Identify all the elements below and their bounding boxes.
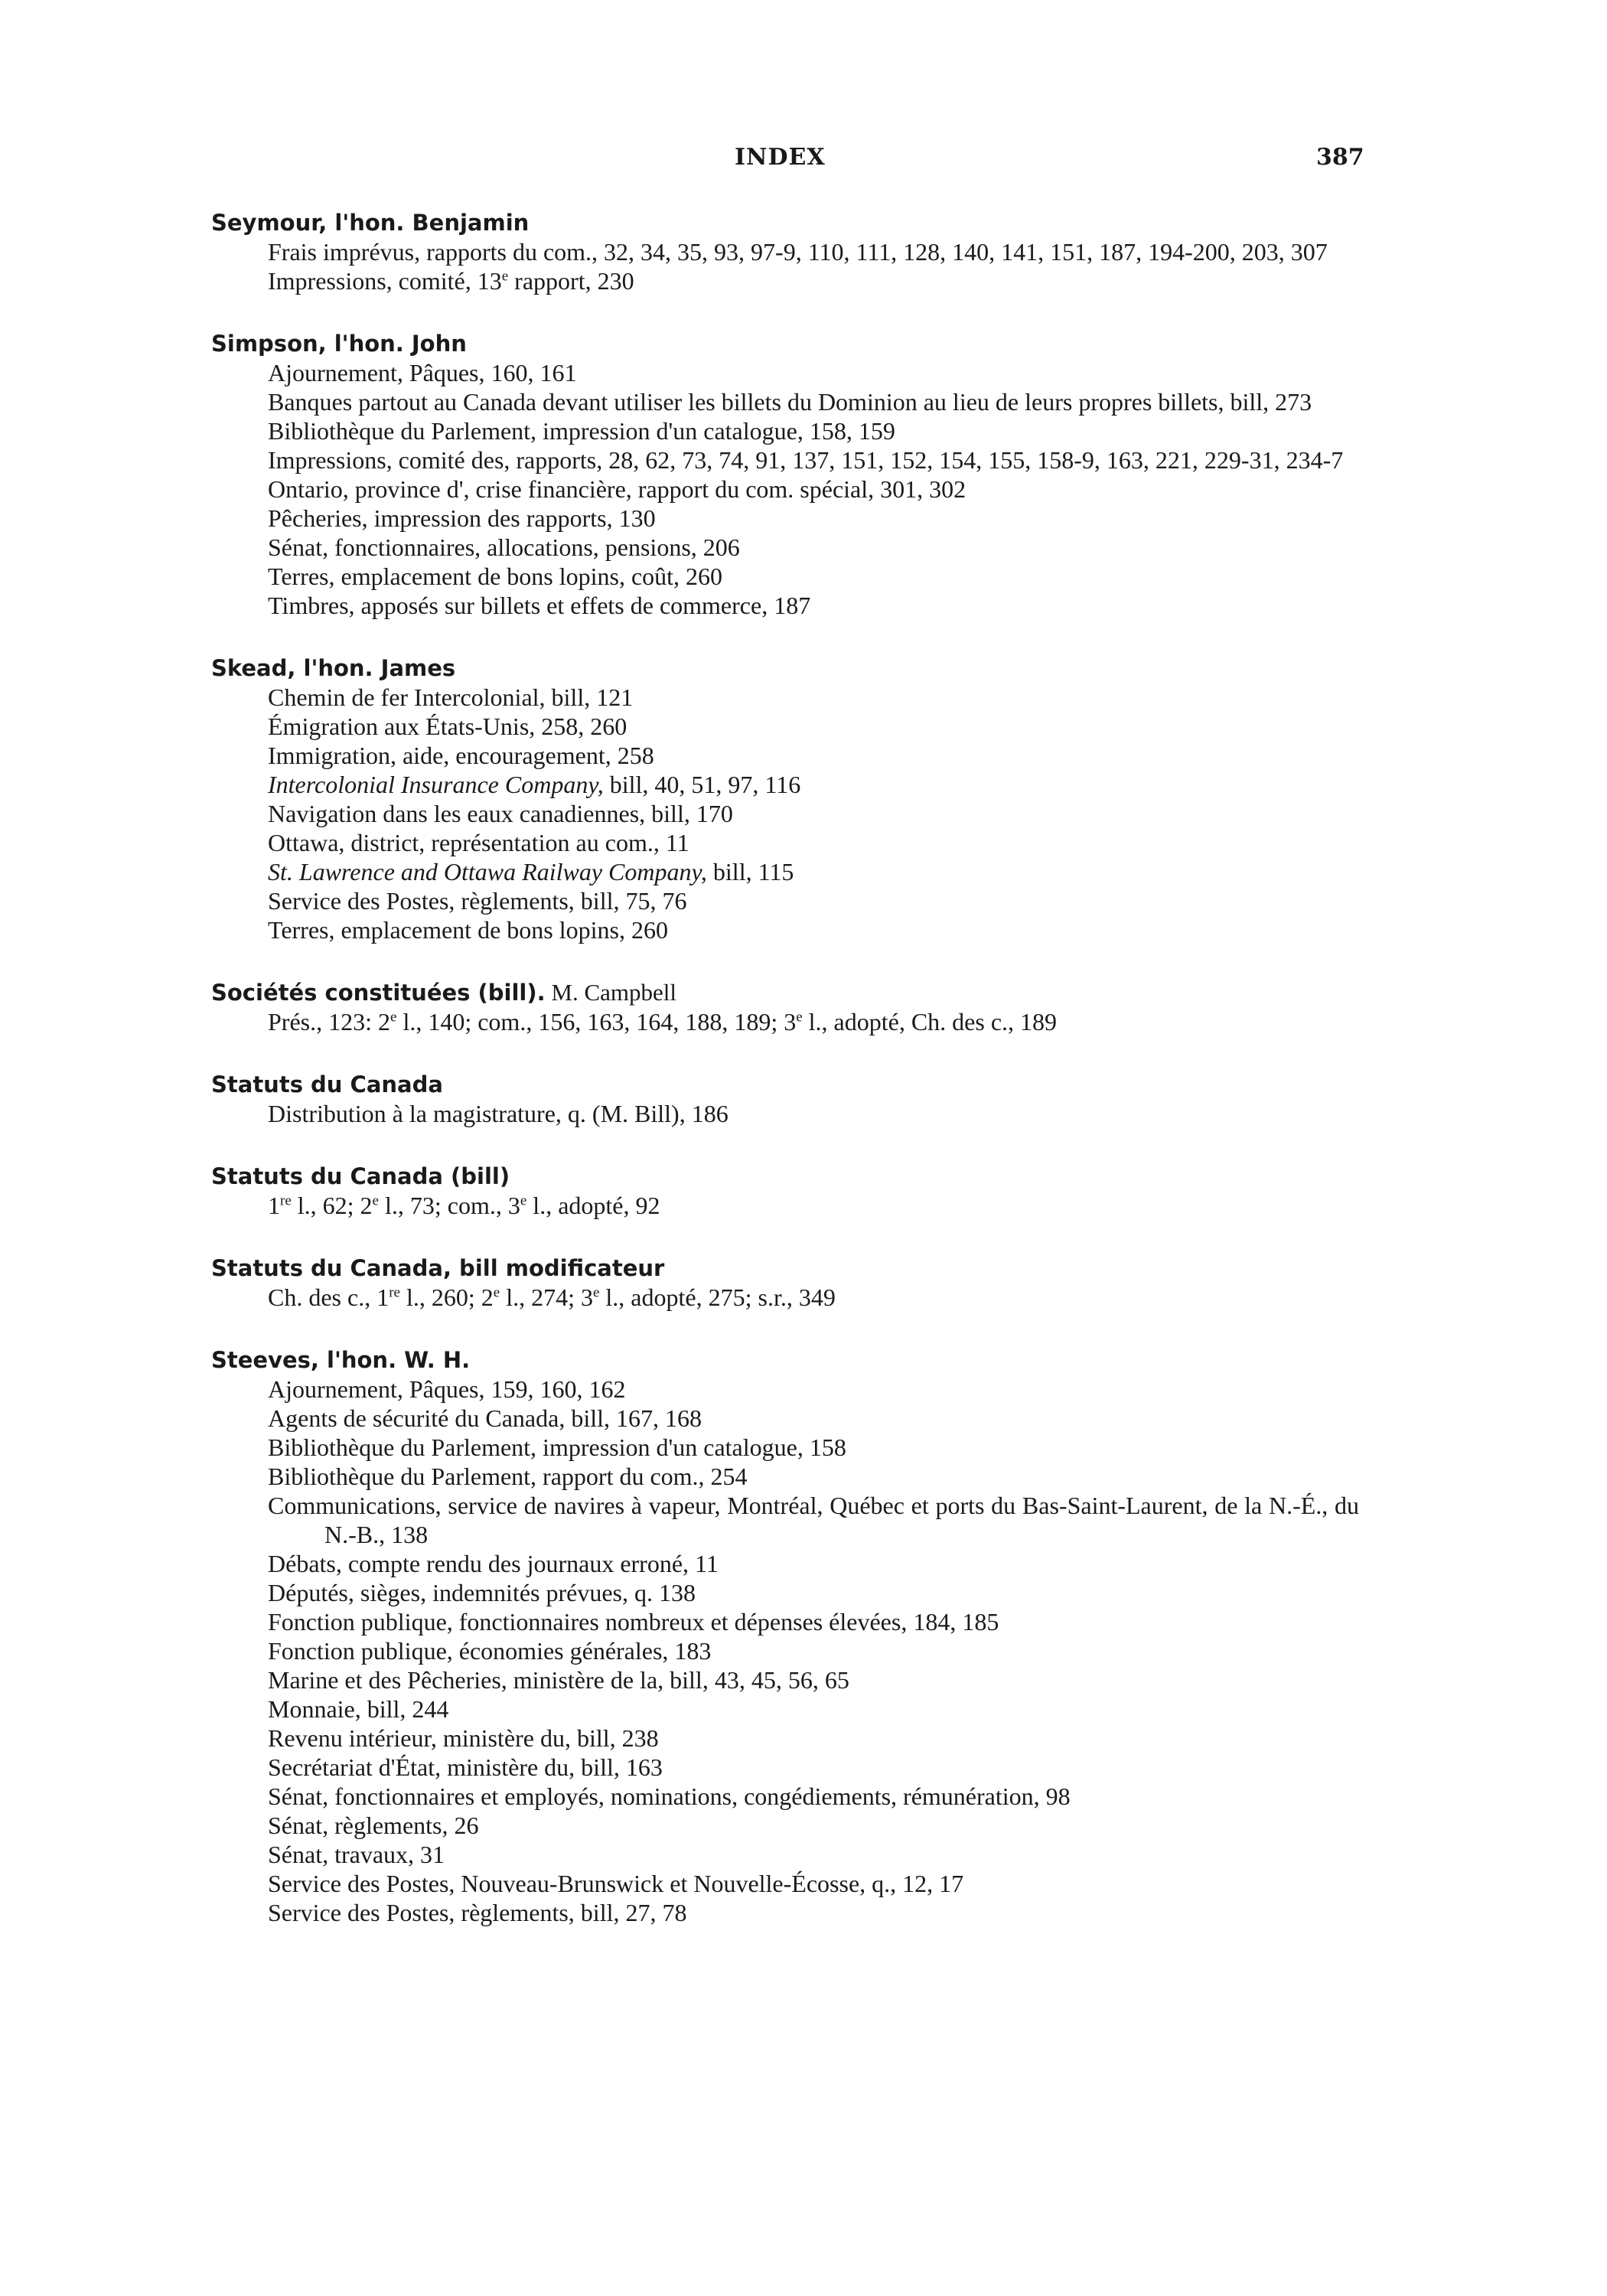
index-entry (211, 1162, 1359, 1220)
sub-entry: Impressions, comité des, rapports, 28, 62, 73, 74, 91, 137, 151, 152, 154, 155, 158-9, 163, 221, 229-31, 234-7 (268, 446, 1344, 474)
sub-entry: Ajournement, Pâques, 160, 161 (268, 359, 577, 386)
sub-entry: Secrétariat d'État, ministère du, bill, 163 (268, 1753, 663, 1781)
sub-entry: Sénat, fonctionnaires et employés, nominations, congédiements, rémunération, 98 (268, 1782, 1071, 1810)
index-entry (211, 1254, 1359, 1312)
index-entry (211, 654, 1359, 944)
index-entry (211, 208, 1359, 295)
index-entry (211, 1345, 1359, 1927)
running-head (0, 144, 1607, 174)
sub-entry: Ontario, province d', crise financière, rapport du com. spécial, 301, 302 (268, 475, 966, 503)
sub-entry: 1re l., 62; 2e l., 73; com., 3e l., adopté, 92 (268, 1192, 660, 1219)
entry-heading: Seymour, l'hon. Benjamin (211, 210, 530, 236)
sub-entry: St. Lawrence and Ottawa Railway Company, bill, 115 (268, 858, 794, 885)
entry-heading: Steeves, l'hon. W. H. (211, 1347, 471, 1373)
entry-heading-sponsor: M. Campbell (545, 979, 676, 1006)
sub-entry: Impressions, comité, 13e rapport, 230 (268, 267, 634, 295)
sub-entry: Timbres, apposés sur billets et effets de commerce, 187 (268, 592, 811, 619)
sub-entry: Ch. des c., 1re l., 260; 2e l., 274; 3e l., adopté, 275; s.r., 349 (268, 1283, 836, 1311)
sub-entry: Service des Postes, Nouveau-Brunswick et Nouvelle-Écosse, q., 12, 17 (268, 1870, 964, 1897)
sub-entry: Ajournement, Pâques, 159, 160, 162 (268, 1375, 626, 1403)
sub-entry: Monnaie, bill, 244 (268, 1695, 449, 1723)
sub-entry: Bibliothèque du Parlement, impression d'un catalogue, 158 (268, 1433, 846, 1461)
entry-heading: Statuts du Canada (211, 1071, 443, 1097)
sub-entry: Marine et des Pêcheries, ministère de la, bill, 43, 45, 56, 65 (268, 1666, 849, 1694)
sub-entry: Service des Postes, règlements, bill, 75, 76 (268, 887, 687, 915)
sub-entry: Sénat, fonctionnaires, allocations, pensions, 206 (268, 533, 740, 561)
sub-entry: Prés., 123: 2e l., 140; com., 156, 163, 164, 188, 189; 3e l., adopté, Ch. des c., 189 (268, 1008, 1058, 1035)
sub-entry: Fonction publique, économies générales, 183 (268, 1637, 712, 1665)
sub-entry: Sénat, règlements, 26 (268, 1812, 479, 1839)
sub-entry: Intercolonial Insurance Company, bill, 40, 51, 97, 116 (268, 771, 801, 798)
entry-heading: Simpson, l'hon. John (211, 331, 467, 357)
index-entry (211, 329, 1359, 620)
running-title: INDEX (735, 144, 826, 171)
sub-entry: Terres, emplacement de bons lopins, coût, 260 (268, 563, 723, 590)
entry-heading: Statuts du Canada, bill modificateur (211, 1255, 665, 1281)
sub-entry: Service des Postes, règlements, bill, 27, 78 (268, 1899, 687, 1926)
sub-entry: Fonction publique, fonctionnaires nombreux et dépenses élevées, 184, 185 (268, 1608, 999, 1636)
entry-heading: Statuts du Canada (bill) (211, 1163, 510, 1189)
entry-heading: Sociétés constituées (bill). M. Campbell (211, 979, 676, 1006)
sub-entry: Agents de sécurité du Canada, bill, 167, 168 (268, 1404, 702, 1432)
sub-entry: Bibliothèque du Parlement, impression d'un catalogue, 158, 159 (268, 417, 895, 445)
index-entry (211, 1070, 1359, 1128)
sub-entry: Frais imprévus, rapports du com., 32, 34, 35, 93, 97-9, 110, 111, 128, 140, 141, 151, 187, 194-200, 203, 307 (268, 238, 1328, 266)
sub-entry: Distribution à la magistrature, q. (M. Bill), 186 (268, 1100, 729, 1127)
sub-entry: Bibliothèque du Parlement, rapport du com., 254 (268, 1463, 748, 1490)
sub-entry: Sénat, travaux, 31 (268, 1841, 445, 1868)
sub-entry: Ottawa, district, représentation au com., 11 (268, 829, 689, 856)
sub-entry: Pêcheries, impression des rapports, 130 (268, 504, 656, 532)
sub-entry: Députés, sièges, indemnités prévues, q. 138 (268, 1579, 696, 1606)
sub-entry: Navigation dans les eaux canadiennes, bill, 170 (268, 800, 733, 827)
index-content (211, 208, 1359, 1961)
page-number: 387 (1316, 144, 1364, 171)
sub-entry: Chemin de fer Intercolonial, bill, 121 (268, 683, 634, 711)
sub-entry: Immigration, aide, encouragement, 258 (268, 742, 654, 769)
sub-entry: Revenu intérieur, ministère du, bill, 238 (268, 1724, 659, 1752)
index-entry (211, 978, 1359, 1036)
sub-entry: Communications, service de navires à vapeur, Montréal, Québec et ports du Bas-Saint-Laurent, de la N.-É., du N.-B., 138 (268, 1492, 1359, 1548)
sub-entry: Émigration aux États-Unis, 258, 260 (268, 713, 627, 740)
sub-entry: Terres, emplacement de bons lopins, 260 (268, 916, 668, 944)
entry-heading: Skead, l'hon. James (211, 655, 456, 681)
sub-entry: Banques partout au Canada devant utiliser les billets du Dominion au lieu de leurs propres billets, bill, 273 (268, 388, 1312, 416)
sub-entry: Débats, compte rendu des journaux erroné, 11 (268, 1550, 719, 1577)
